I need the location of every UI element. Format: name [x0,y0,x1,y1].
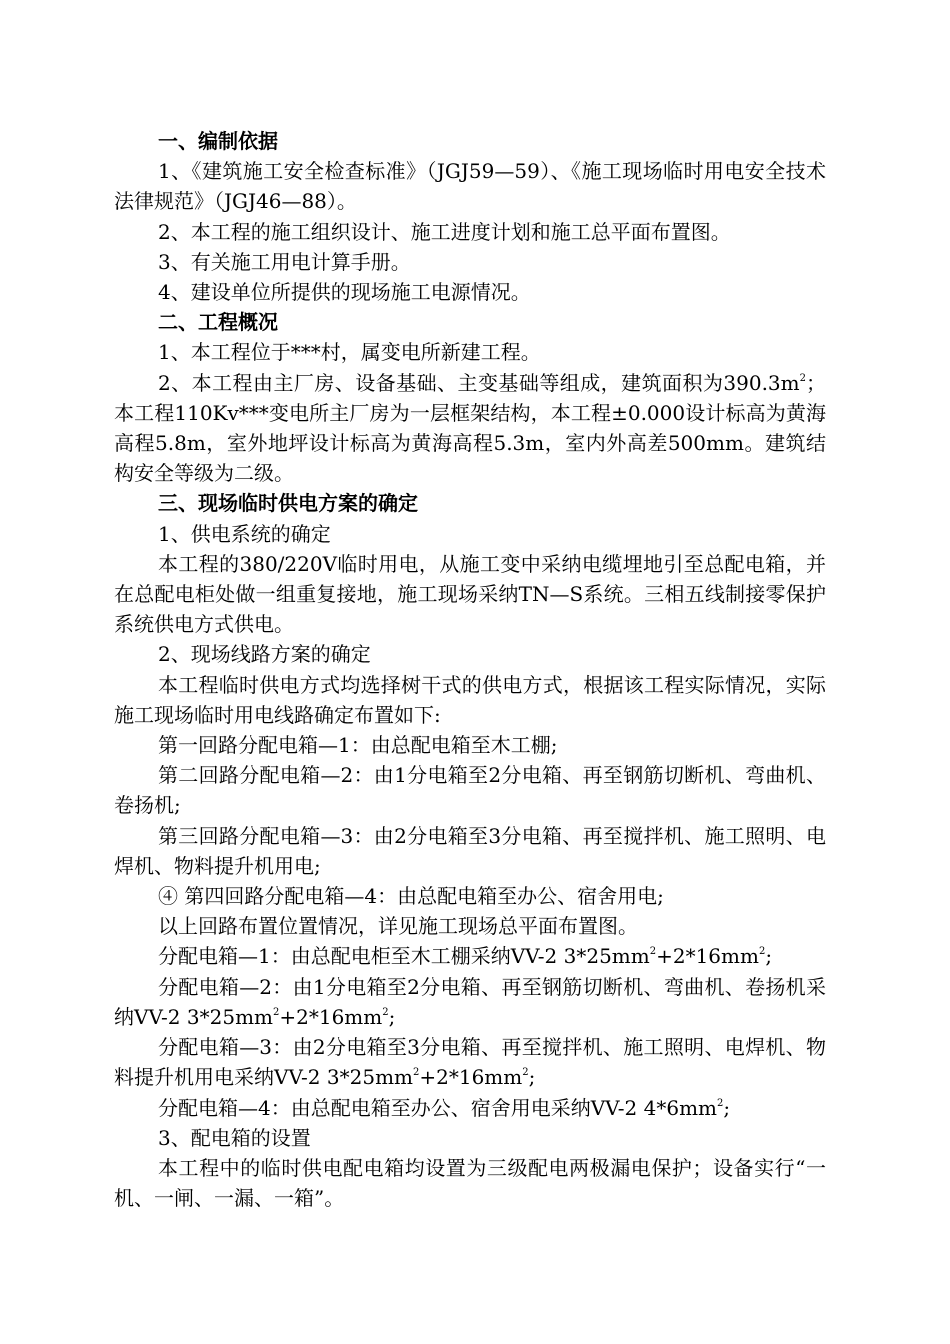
box-4-text-a: 分配电箱—4：由总配电箱至办公、宿舍用电采纳VV-2 4*6mm [158,1095,717,1120]
subheading-supply-system: 1、供电系统的确定 [158,521,331,546]
box-3-text-a: 分配电箱—3：由2分电箱至3分电箱、再至搅拌机、施工照明、电焊机、物料提升机用电采纳VV-2 3*25mm [114,1035,826,1090]
box-1-text-b: +2*16mm [656,944,759,969]
overview-item-1: 1、本工程位于***村，属变电所新建工程。 [158,340,541,365]
box-1-text-a: 分配电箱—1：由总配电柜至木工棚采纳VV-2 3*25mm [158,944,650,969]
overview-item-2 [114,368,826,489]
box-4-end: ; [723,1095,731,1120]
subheading-line-plan: 2、现场线路方案的确定 [158,642,371,667]
basis-item-4: 4、建设单位所提供的现场施工电源情况。 [158,280,531,305]
section-heading-basis: 一、编制依据 [158,129,278,153]
overview-item-2-text-b: ；本工程110Kv***变电所主厂房为一层框架结构，本工程±0.000设计标高为黄海高程5.8m，室外地坪设计标高为黄海高程5.3m，室内外高差500mm。建筑结构安全等级为二级。 [114,370,826,486]
superscript: 2 [273,1006,280,1018]
circuit-2: 第二回路分配电箱—2：由1分电箱至2分电箱、再至钢筋切断机、弯曲机、卷扬机; [114,763,826,818]
basis-item-2: 2、本工程的施工组织设计、施工进度计划和施工总平面布置图。 [158,219,731,244]
box-2-end: ; [388,1004,396,1029]
distribution-box-1 [114,941,826,971]
superscript: 2 [758,946,766,958]
circuit-3: 第三回路分配电箱—3：由2分电箱至3分电箱、再至搅拌机、施工照明、电焊机、物料提升机用电; [114,823,826,878]
superscript: 2 [649,946,657,958]
distribution-box-3 [114,1032,826,1092]
box-1-end: ; [765,944,773,969]
distribution-box-2 [114,972,826,1032]
superscript: 2 [717,1097,724,1109]
line-plan-text: 本工程临时供电方式均选择树干式的供电方式，根据该工程实际情况，实际施工现场临时用电线路确定布置如下: [114,672,826,727]
box-2-text-a: 分配电箱—2：由1分电箱至2分电箱、再至钢筋切断机、弯曲机、卷扬机采纳VV-2 3*25mm [114,974,826,1029]
superscript: 2 [799,372,806,384]
basis-item-3: 3、有关施工用电计算手册。 [158,249,411,274]
overview-item-2-text-a: 2、本工程由主厂房、设备基础、主变基础等组成，建筑面积为390.3m [158,370,800,395]
box-2-text-b: +2*16mm [279,1004,383,1029]
circuit-note: 以上回路布置位置情况，详见施工现场总平面布置图。 [158,914,638,939]
box-3-text-b: +2*16mm [419,1065,523,1090]
superscript: 2 [413,1067,420,1079]
section-heading-overview: 二、工程概况 [158,310,278,335]
distribution-boxes-text: 本工程中的临时供电配电箱均设置为三级配电两极漏电保护；设备实行“一机、一闸、一漏、一箱”。 [114,1155,826,1211]
supply-system-text: 本工程的380/220V临时用电，从施工变中采纳电缆埋地引至总配电箱，并在总配电柜处做一组重复接地，施工现场采纳TN—S系统。三相五线制接零保护系统供电方式供电。 [114,551,826,637]
section-heading-power-plan: 三、现场临时供电方案的确定 [158,491,418,516]
subheading-distribution-boxes: 3、配电箱的设置 [158,1125,311,1150]
superscript: 2 [522,1067,529,1079]
box-3-end: ; [528,1065,536,1090]
superscript: 2 [382,1006,389,1018]
basis-item-1: 1、《建筑施工安全检查标准》（JGJ59—59）、《施工现场临时用电安全技术法律规范》（JGJ46—88）。 [114,159,826,214]
distribution-box-4 [114,1093,826,1123]
circuit-4: ④ 第四回路分配电箱—4：由总配电箱至办公、宿舍用电; [158,884,664,909]
document-body [114,126,826,1213]
circuit-1: 第一回路分配电箱—1：由总配电箱至木工棚; [158,733,558,758]
